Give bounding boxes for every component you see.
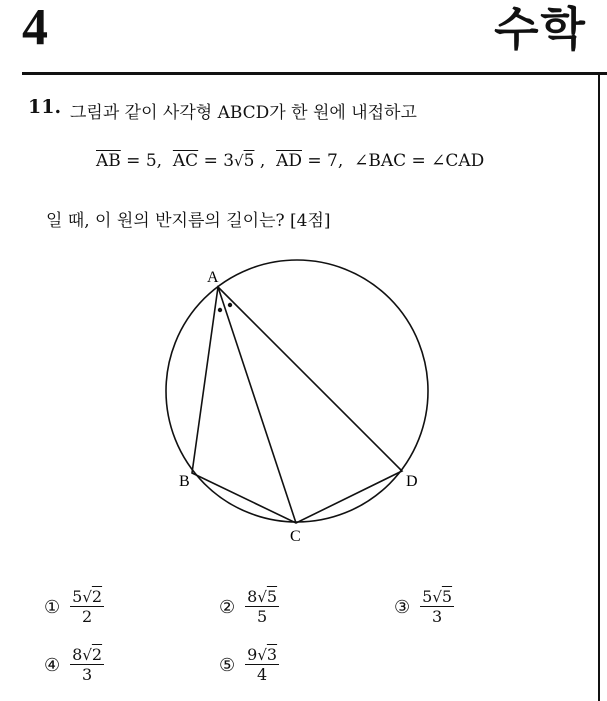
choice-fraction: $\frac{8√2}{3}$: [72, 645, 103, 685]
vertex-label-a: A: [207, 269, 219, 286]
choice-5[interactable]: [219, 645, 279, 685]
choice-marker: ⑤: [219, 654, 236, 676]
segment-ab: $\overline{AB}$: [96, 151, 121, 171]
choice-fraction: $\frac{5√5}{3}$: [422, 587, 453, 627]
quadrilateral-abcd: [192, 287, 402, 523]
segment-ac-value: = 3: [198, 151, 235, 171]
choice-4[interactable]: [44, 645, 104, 685]
diagonal-ac: [218, 287, 296, 523]
question-ask: 일 때, 이 원의 반지름의 길이는? [4점]: [46, 211, 331, 231]
subject-title: 수학: [494, 2, 587, 56]
segment-ab-value: = 5,: [120, 151, 163, 171]
choice-marker: ①: [44, 596, 61, 618]
question-number: 11.: [28, 96, 62, 118]
page-number: 4: [22, 0, 48, 56]
vertex-label-b: B: [179, 473, 190, 490]
question-text: 그림과 같이 사각형 ABCD가 한 원에 내접하고: [70, 103, 417, 123]
segment-ac-root: √5: [234, 151, 255, 171]
angle-mark-bac: [218, 308, 222, 312]
choice-marker: ②: [219, 596, 236, 618]
segment-ad-value: = 7,: [301, 151, 344, 171]
choice-3[interactable]: [394, 587, 454, 627]
choice-marker: ③: [394, 596, 411, 618]
choice-fraction: $\frac{5√2}{2}$: [72, 587, 103, 627]
circumcircle: [166, 260, 428, 522]
segment-ac: $\overline{AC}$: [172, 151, 199, 171]
choice-1[interactable]: [44, 587, 104, 627]
angle-condition: ∠BAC = ∠CAD: [354, 151, 485, 171]
choice-fraction: $\frac{9√3}{4}$: [247, 645, 278, 685]
segment-ad: $\overline{AD}$: [276, 151, 302, 171]
question-conditions: $\overline{AB} = 5$, $\overline{AC} = 3√5$ , $\overline{AD} = 7$, ∠BAC = ∠CAD: [96, 151, 485, 171]
vertex-label-c: C: [290, 528, 301, 545]
vertex-label-d: D: [406, 473, 418, 490]
choice-marker: ④: [44, 654, 61, 676]
choice-fraction: $\frac{8√5}{5}$: [247, 587, 278, 627]
choice-2[interactable]: [219, 587, 279, 627]
angle-mark-cad: [228, 303, 232, 307]
